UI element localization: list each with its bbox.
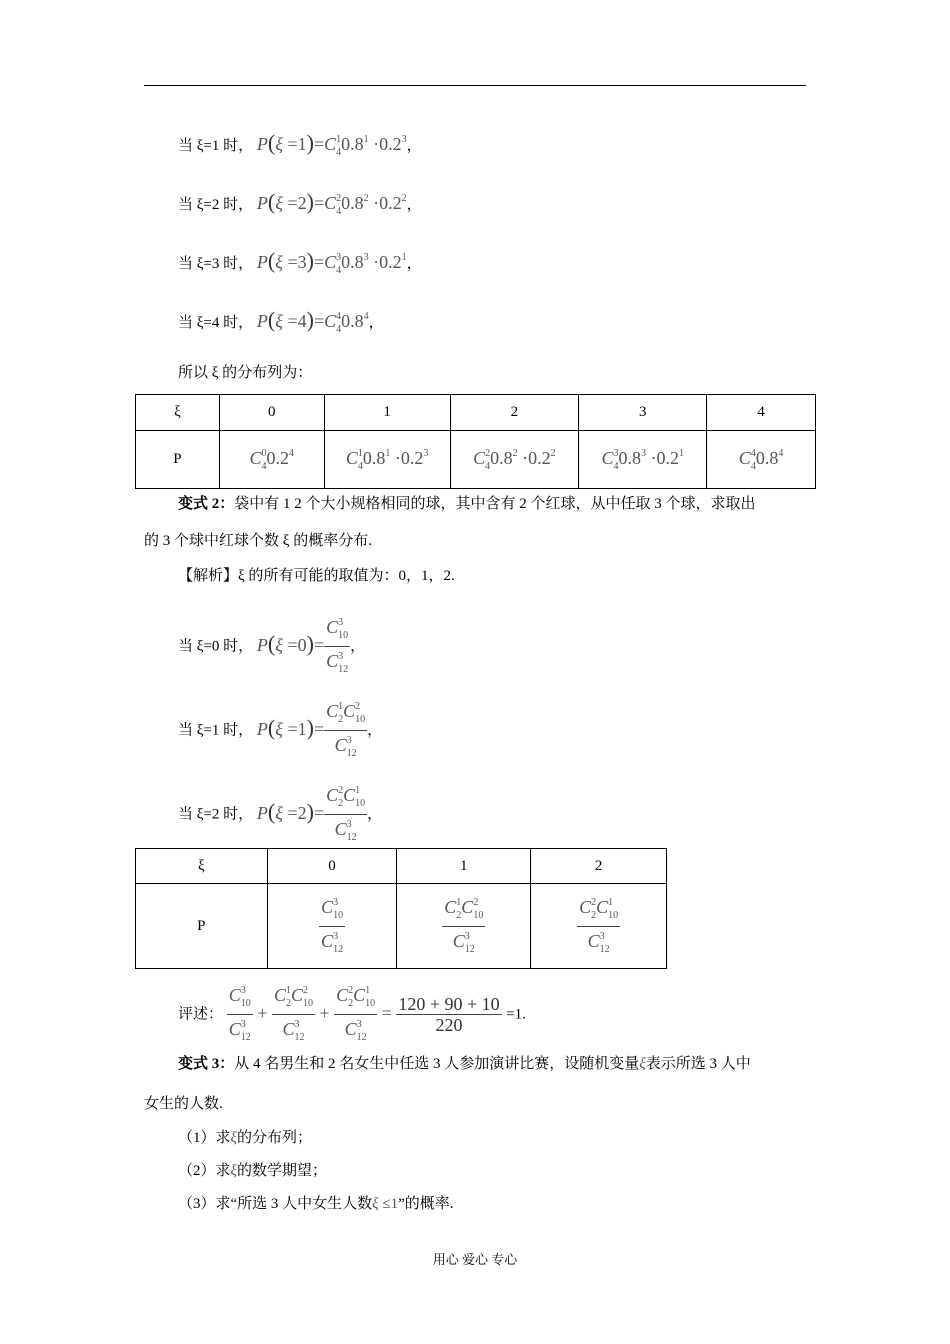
analysis-line: 【解析】ξ 的所有可能的取值为：0，1，2. [178,568,455,584]
variant2-line2: 的 3 个球中红球个数 ξ 的概率分布. [144,533,372,549]
variant2-text: 袋中有 1 2 个大小规格相同的球，其中含有 2 个红球，从中任取 3 个球，求取出 [234,496,756,512]
table-cell: $C^1_40.8^1 \cdot 0.2^3$ [324,431,450,489]
case-label: 当 ξ=2 时， [178,197,254,213]
table-header-value: 0 [267,849,397,884]
case-label: 当 ξ=2 时， [178,806,254,823]
table-cell: $\frac{C^2_2C^1_{10}}{C^3_{12}}$ [531,884,667,969]
table-header-value: 2 [531,849,667,884]
probability-formula: $P(\xi =3)=C^3_40.8^3 \cdot 0.2^1$ [256,248,407,276]
probability-formula: $P(\xi =4)=C^4_40.8^4$ [256,307,369,335]
table-cell: $C^4_40.8^4$ [707,431,816,489]
table-header-label: ξ [136,395,220,431]
v2-case-2: 当 ξ=2 时， P(ξ =2)= $\frac{C^2_2C^1_{10}}{C^3_{12}}$ ， [178,782,382,847]
table-cell: $C^2_40.8^2 \cdot 0.2^2$ [450,431,579,489]
v2-case-0: 当 ξ=0 时， P(ξ =0)= $\frac{C^3_{10}}{C^3_{12}}$ ， [178,614,365,679]
probability-formula: $P(\xi =1)=C^1_40.8^1 \cdot 0.2^3$ [256,130,407,158]
distribution-table-1 [135,394,816,489]
distribution-table-2 [135,848,667,969]
probability-formula: P(ξ =2)= $\frac{C^2_2C^1_{10}}{C^3_{12}}$ [257,803,367,823]
question-3: （3）求“所选 3 人中女生人数ξ ≤1”的概率. [178,1196,454,1212]
header-rule [144,85,806,86]
table-header-value: 1 [397,849,531,884]
variant3-line2: 女生的人数. [144,1096,223,1112]
case-label: 当 ξ=0 时， [178,638,254,655]
page-footer: 用心 爱心 专心 [432,1252,518,1267]
review-label: 评述： [178,1006,224,1023]
variant2-title: 变式 2： [178,496,235,512]
probability-formula: P(ξ =0)= $\frac{C^3_{10}}{C^3_{12}}$ [257,635,350,655]
table-header-value: 1 [324,395,450,431]
question-2: （2）求ξ的数学期望； [178,1163,327,1179]
table-cell: $C^3_40.8^3 \cdot 0.2^1$ [579,431,707,489]
distribution-intro: 所以 ξ 的分布列为： [178,365,313,381]
case-line-4: 当 ξ=4 时， $P(\xi =4)=C^4_40.8^4$， [178,307,384,335]
variant3-title: 变式 3： [178,1056,235,1072]
table-header-value: 4 [707,395,816,431]
table-row-label: P [136,431,220,489]
table-row-label: P [136,884,268,969]
variant3-text: 从 4 名男生和 2 名女生中任选 3 人参加演讲比赛，设随机变量 [234,1056,640,1072]
variant2-line1 [178,494,756,514]
case-label: 当 ξ=3 时， [178,256,254,272]
case-line-2: 当 ξ=2 时， $P(\xi =2)=C^2_40.8^2 \cdot 0.2^2$， [178,189,422,217]
table-cell: $C^0_40.2^4$ [219,431,324,489]
case-line-1: 当 ξ=1 时， $P(\xi =1)=C^1_40.8^1 \cdot 0.2^3$， [178,130,422,158]
case-line-3: 当 ξ=3 时， $P(\xi =3)=C^3_40.8^3 \cdot 0.2^1$， [178,248,422,276]
question-1: （1）求ξ的分布列； [178,1130,312,1146]
review-result: =1. [506,1006,526,1023]
review-formula: $\frac{C^3_{10}}{C^3_{12}}$ + $\frac{C^1_2C^2_{10}}{C^3_{12}}$ + $\frac{C^2_2C^1_{10}}{C^3_{12}}$ = $\frac{120 + 90 + 10}{220}$ [227,1003,506,1023]
table-cell: $\frac{C^1_2C^2_{10}}{C^3_{12}}$ [397,884,531,969]
table-header-value: 0 [219,395,324,431]
table-cell: $\frac{C^3_{10}}{C^3_{12}}$ [267,884,397,969]
variant3-text-end: 表示所选 3 人中 [645,1056,751,1072]
table-header-label: ξ [136,849,268,884]
table-header-value: 2 [450,395,579,431]
case-label: 当 ξ=4 时， [178,315,254,331]
table-header-value: 3 [579,395,707,431]
review-line [178,982,526,1047]
probability-formula: $P(\xi =2)=C^2_40.8^2 \cdot 0.2^2$ [256,189,407,217]
case-label: 当 ξ=1 时， [178,722,254,739]
probability-formula: P(ξ =1)= $\frac{C^1_2C^2_{10}}{C^3_{12}}$ [257,719,367,739]
v2-case-1: 当 ξ=1 时， P(ξ =1)= $\frac{C^1_2C^2_{10}}{C^3_{12}}$ ， [178,698,382,763]
variant3-line1: 变式 3：从 4 名男生和 2 名女生中任选 3 人参加演讲比赛，设随机变量ξ表示所选 3 人中 [178,1056,751,1072]
case-label: 当 ξ=1 时， [178,138,254,154]
